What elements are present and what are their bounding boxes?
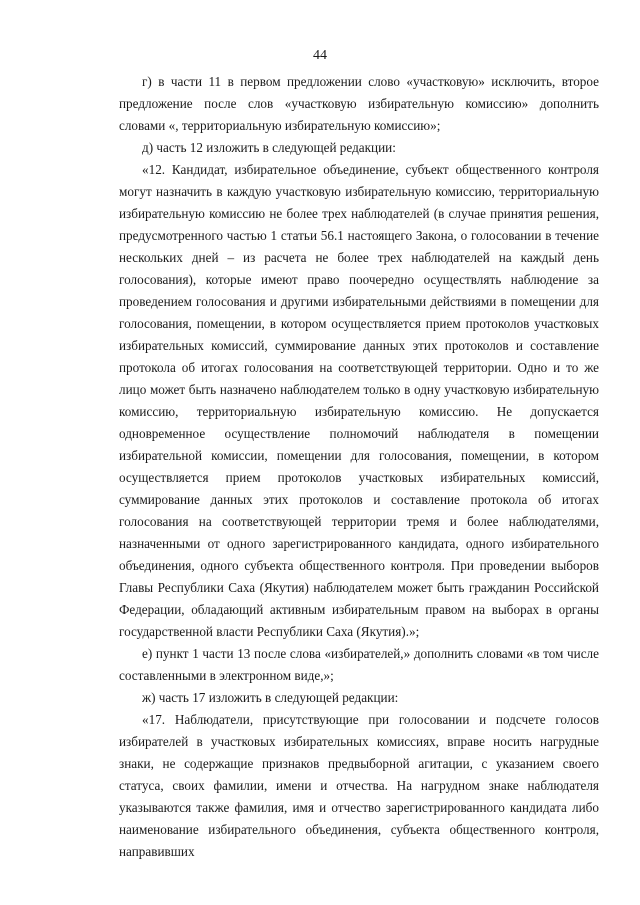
document-body [119, 71, 599, 863]
paragraph-part-17: «17. Наблюдатели, присутствующие при голосовании и подсчете голосов избирателей в участковых избирательных комиссиях, вправе носить нагрудные знаки, не содержащие признаков предвыборной агитации, с указанием своего статуса, своих фамилии, имени и отчества. На нагрудном знаке наблюдателя указываются также фамилия, имя и отчество зарегистрированного кандидата либо наименование избирательного объединения, субъекта общественного контроля, направивших [119, 712, 599, 859]
paragraph-item-e: е) пункт 1 части 13 после слова «избирателей,» дополнить словами «в том числе составленными в электронном виде,»; [119, 646, 599, 683]
paragraph-item-zh: ж) часть 17 изложить в следующей редакции: [142, 690, 399, 705]
paragraph-part-12: «12. Кандидат, избирательное объединение, субъект общественного контроля могут назначить в каждую участковую избирательную комиссию, территориальную избирательную комиссию не более трех наблюдателей (в случае принятия решения, предусмотренного частью 1 статьи 56.1 настоящего Закона, о голосовании в течение нескольких дней – из расчета не более трех наблюдателей на каждый день голосования), которые имеют право поочередно осуществлять наблюдение за проведением голосования и другими избирательными действиями в помещении для голосования, помещении, в котором осуществляется прием протоколов участковых избирательных комиссий, суммирование данных этих протоколов и составление протокола об итогах голосования на соответствующей территории. Одно и то же лицо может быть назначено наблюдателем только в одну участковую избирательную комиссию, территориальную избирательную комиссию. Не допускается одновременное осуществление полномочий наблюдателя в помещении избирательной комиссии, помещении для голосования, помещении, в котором осуществляется прием протоколов участковых избирательных комиссий, суммирование данных этих протоколов и составление протокола об итогах голосования на соответствующей территории тремя и более наблюдателями, назначенными от одного зарегистрированного кандидата, одного избирательного объединения, одного субъекта общественного контроля. При проведении выборов Главы Республики Саха (Якутия) наблюдателем может быть гражданин Российской Федерации, обладающий активным избирательным правом на выборах в органы государственной власти Республики Саха (Якутия).»; [119, 162, 599, 639]
page-number: 44 [313, 48, 327, 63]
paragraph-item-g: г) в части 11 в первом предложении слово «участковую» исключить, второе предложение после слов «участковую избирательную комиссию» дополнить словами «, территориальную избирательную комиссию»; [119, 74, 599, 133]
paragraph-item-d: д) часть 12 изложить в следующей редакции: [142, 140, 396, 155]
